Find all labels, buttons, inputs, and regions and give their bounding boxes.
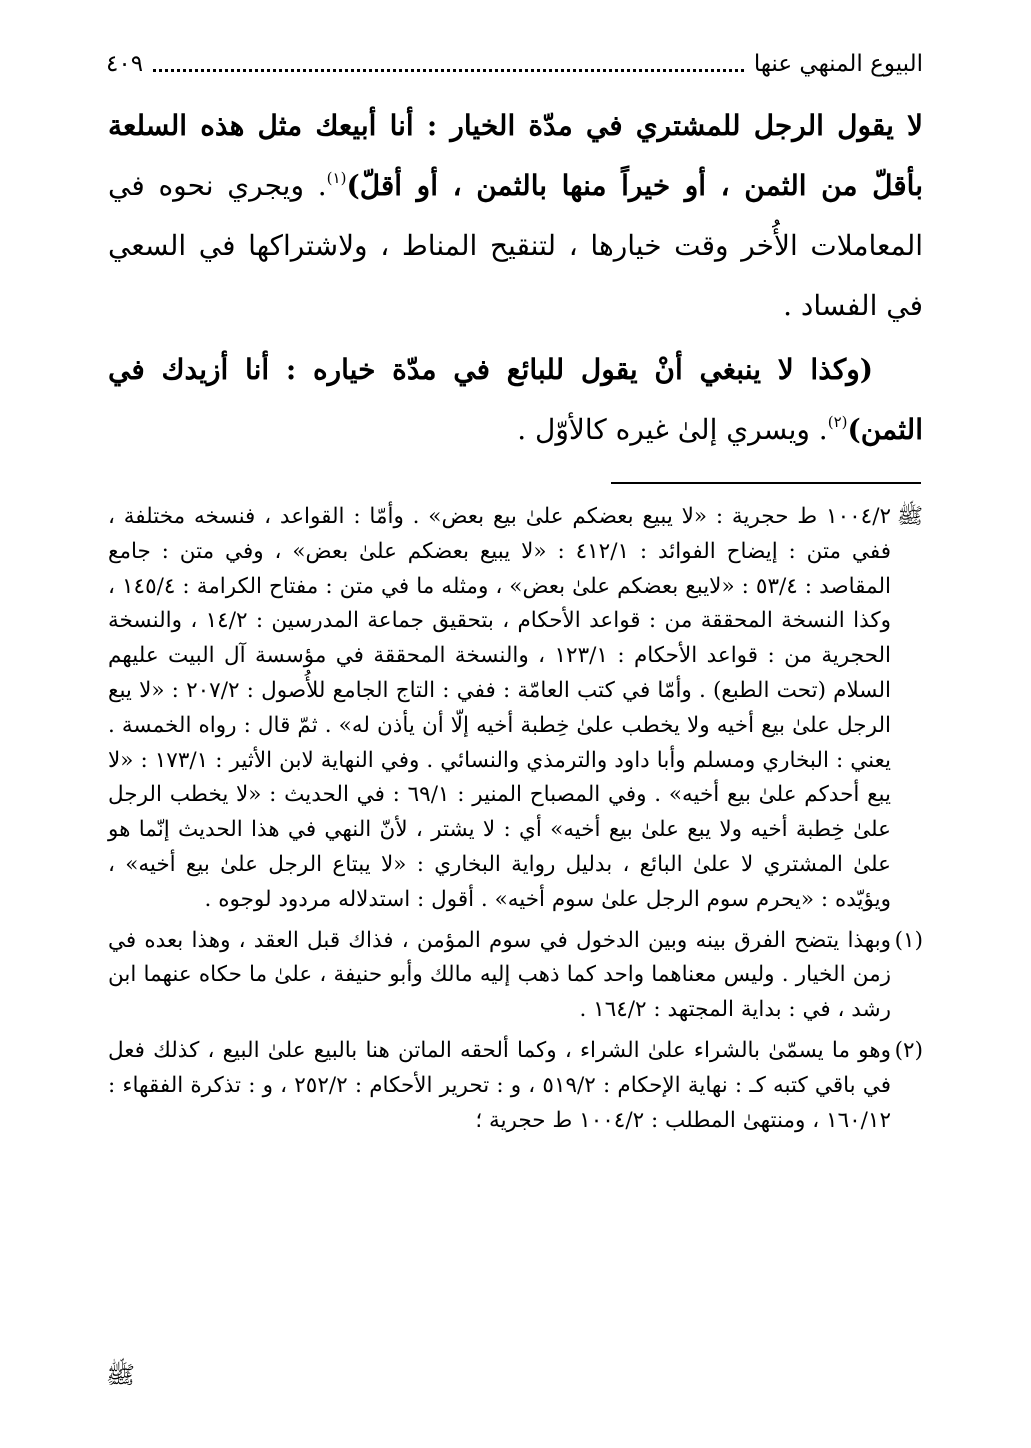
continuation-icon: ﷺ — [897, 504, 923, 529]
paragraph-2 — [108, 340, 923, 460]
footnote-continued — [108, 500, 923, 918]
continuation-icon: ﷺ — [106, 1361, 135, 1389]
footnote-text: وهو ما يسمّىٰ بالشراء علىٰ الشراء ، وكما ألحقه الماتن هنا بالبيع علىٰ البيع ، كذلك فعل في باقي كتبه كـ : نهاية الإحكام : ٥١٩/٢ ، و : تحرير الأحكام : ٢٥٢/٢ ، و : تذكرة الفقهاء : ١٦٠/١٢ ، ومنتهىٰ المطلب : ١٠٠٤/٢ ط حجرية ؛ — [108, 1037, 891, 1133]
footnote-separator — [611, 482, 921, 484]
footnote-marker: (٢) — [894, 1037, 923, 1063]
commentary-text: . ويجري نحوه في المعاملات الأُخر وقت خيارها ، لتنقيح المناط ، ولاشتراكها في السعي في الفساد . — [108, 169, 923, 322]
dotted-leader — [153, 69, 744, 72]
paragraph-1 — [108, 96, 923, 336]
running-title: البيوع المنهي عنها — [753, 51, 923, 77]
commentary-text: . ويسري إلىٰ غيره كالأوّل . — [517, 413, 828, 446]
page-number: ٤٠٩ — [106, 51, 144, 77]
quoted-text: لا يقول الرجل للمشتري في مدّة الخيار : أنا أبيعك مثل هذه السلعة بأقلّ من الثمن ، أو خيراً منها بالثمن ، أو أقلّ) — [108, 109, 923, 202]
footnote-marker: (١) — [894, 927, 923, 953]
footnote-2 — [108, 1034, 923, 1138]
footnote-ref: (٢) — [827, 413, 848, 431]
quoted-text: (وكذا لا ينبغي أنْ يقول للبائع في مدّة خياره : أنا أزيدك في الثمن) — [108, 353, 923, 446]
footnote-ref: (١) — [326, 169, 347, 187]
footnote-1 — [108, 924, 923, 1028]
footnote-text: ١٠٠٤/٢ ط حجرية : «لا يبيع بعضكم علىٰ بيع بعض» . وأمّا : القواعد ، فنسخه مختلفة ، ففي متن : إيضاح الفوائد : ٤١٢/١ : «لا يبيع بعضكم علىٰ بعض» ، وفي متن : جامع المقاصد : ٥٣/٤ : «لايبع بعضكم علىٰ بعض» ، ومثله ما في متن : مفتاح الكرامة : ١٤٥/٤ ، وكذا النسخة المحققة من : قواعد الأحكام ، بتحقيق جماعة المدرسين : ١٤/٢ ، والنسخة الحجرية من : قواعد الأحكام : ١٢٣/١ ، والنسخة المحققة في مؤسسة آل البيت عليهم السلام (تحت الطبع) . وأمّا في كتب العامّة : ففي : التاج الجامع للأُصول : ٢٠٧/٢ : «لا يبع الرجل علىٰ بيع أخيه ولا يخطب علىٰ خِطبة أخيه إلّا أن يأذن له» . ثمّ قال : رواه الخمسة . يعني : البخاري ومسلم وأبا داود والترمذي والنسائي . وفي النهاية لابن الأثير : ١٧٣/١ : «لا يبع أحدكم علىٰ بيع أخيه» . وفي المصباح المنير : ٦٩/١ : في الحديث : «لا يخطب الرجل علىٰ خِطبة أخيه ولا يبع علىٰ بيع أخيه» أي : لا يشتر ، لأنّ النهي في هذا الحديث إنّما هو علىٰ المشتري لا علىٰ البائع ، بدليل رواية البخاري : «لا يبتاع الرجل علىٰ بيع أخيه» ، ويؤيّده : «يحرم سوم الرجل علىٰ سوم أخيه» . أقول : استدلاله مردود لوجوه . — [108, 504, 892, 912]
footnotes — [108, 500, 923, 1138]
footnote-text: وبهذا يتضح الفرق بينه وبين الدخول في سوم المؤمن ، فذاك قبل العقد ، وهذا بعده في زمن الخيار . وليس معناهما واحد كما ذهب إليه مالك وأبو حنيفة ، علىٰ ما حكاه عنهما ابن رشد ، في : بداية المجتهد : ١٦٤/٢ . — [108, 927, 891, 1023]
main-text — [108, 96, 923, 460]
page-header — [106, 44, 923, 84]
